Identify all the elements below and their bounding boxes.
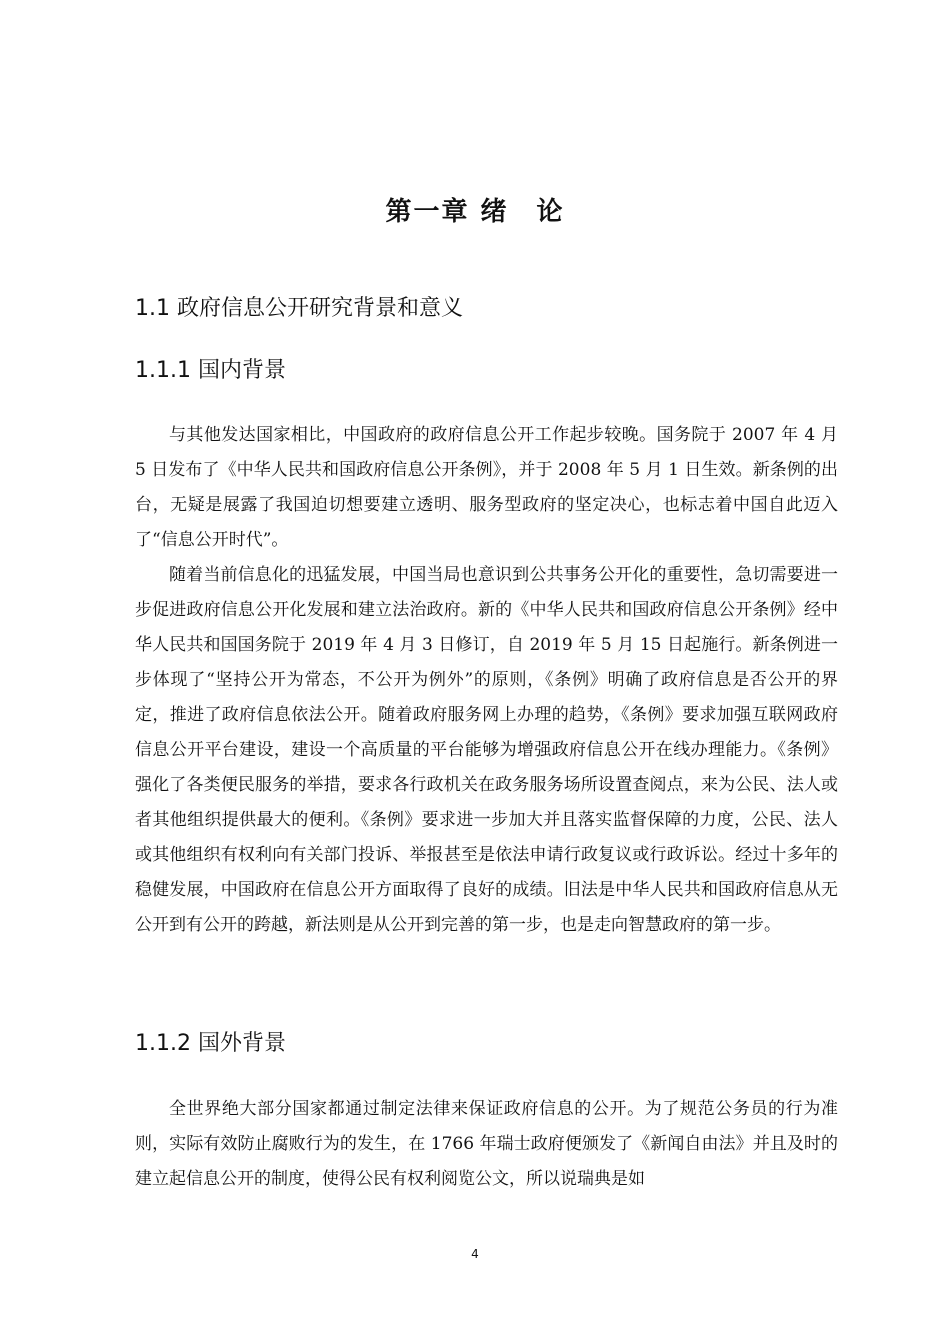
page-number: 4 — [471, 1247, 479, 1261]
section-heading-1-1: 1.1 政府信息公开研究背景和意义 — [135, 296, 463, 321]
domestic-background-body — [135, 418, 838, 943]
section-heading-1-1-1: 1.1.1 国内背景 — [135, 358, 286, 383]
paragraph: 与其他发达国家相比，中国政府的政府信息公开工作起步较晚。国务院于 2007 年 4 月 5 日发布了《中华人民共和国政府信息公开条例》，并于 2008 年 5 月 1 日生效。新条例的出台，无疑是展露了我国迫切想要建立透明、服务型政府的坚定决心，也标志着中国自此迈入了“信息公开时代”。 — [135, 425, 838, 550]
foreign-background-body — [135, 1092, 838, 1197]
paragraph: 全世界绝大部分国家都通过制定法律来保证政府信息的公开。为了规范公务员的行为准则，实际有效防止腐败行为的发生，在 1766 年瑞士政府便颁发了《新闻自由法》并且及时的建立起信息公开的制度，使得公民有权利阅览公文，所以说瑞典是如 — [135, 1099, 838, 1189]
chapter-title: 第一章 绪 论 — [385, 197, 565, 227]
section-heading-1-1-2: 1.1.2 国外背景 — [135, 1031, 286, 1056]
paragraph: 随着当前信息化的迅猛发展，中国当局也意识到公共事务公开化的重要性，急切需要进一步促进政府信息公开化发展和建立法治政府。新的《中华人民共和国政府信息公开条例》经中华人民共和国国务院于 2019 年 4 月 3 日修订，自 2019 年 5 月 15 日起施行。新条例进一步体现了“坚持公开为常态，不公开为例外”的原则，《条例》明确了政府信息是否公开的界定，推进了政府信息依法公开。随着政府服务网上办理的趋势，《条例》要求加强互联网政府信息公开平台建设，建设一个高质量的平台能够为增强政府信息公开在线办理能力。《条例》强化了各类便民服务的举措，要求各行政机关在政务服务场所设置查阅点，来为公民、法人或者其他组织提供最大的便利。《条例》要求进一步加大并且落实监督保障的力度，公民、法人或其他组织有权利向有关部门投诉、举报甚至是依法申请行政复议或行政诉讼。经过十多年的稳健发展，中国政府在信息公开方面取得了良好的成绩。旧法是中华人民共和国政府信息从无公开到有公开的跨越，新法则是从公开到完善的第一步，也是走向智慧政府的第一步。 — [135, 565, 838, 935]
